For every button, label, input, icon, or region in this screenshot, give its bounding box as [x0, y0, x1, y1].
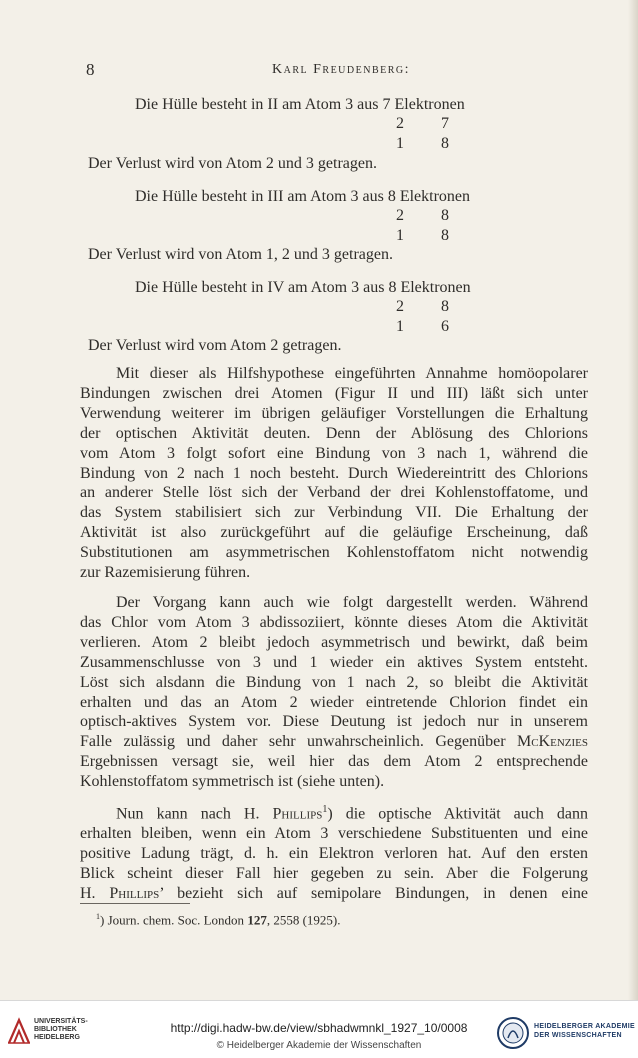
author-name: Phillips	[272, 805, 323, 823]
table-row: Der Verlust wird von Atom 2 und 3 getragen.	[88, 155, 377, 172]
logo-text-line: BIBLIOTHEK	[34, 1026, 77, 1033]
logo-text-line: HEIDELBERGER AKADEMIE	[534, 1023, 635, 1030]
text-line: Substitutionen am asymmetrischen Kohlenstoffatom nicht notwendig	[80, 544, 588, 562]
text-line: Löst sich alsdann die Bindung von 1 nach 2, so bleibt die Aktivität	[80, 673, 588, 691]
text-line: das Chlor vom Atom 3 abdissoziiert, könnte dieses Atom die Aktivität	[80, 613, 588, 631]
paragraph	[80, 593, 588, 792]
logo-text-line: HEIDELBERG	[34, 1034, 80, 1041]
text-line: erhalten bleiben, wenn ein Atom 3 verschiedene Substituenten und eine	[80, 825, 588, 843]
table-row: Der Verlust wird vom Atom 2 getragen.	[88, 337, 342, 354]
text-fragment: Falle zulässig und daher sehr unwahrscheinlich. Gegenüber	[80, 733, 517, 751]
text-line: Aktivität ist also zurückgeführt auf die geläufige Erscheinung, daß	[80, 524, 588, 542]
text-line: verlieren. Atom 2 bleibt jedoch asymmetrisch und bewirkt, daß beim	[80, 633, 588, 651]
footnote-rule	[80, 903, 190, 904]
table-cell-atom: 1	[396, 227, 404, 244]
text-line: Der Vorgang kann auch wie folgt dargestellt werden. Während	[116, 594, 588, 611]
text-fragment: H.	[80, 884, 110, 902]
author-name: McKenzies	[516, 733, 588, 751]
logo-text-line: UNIVERSITÄTS-	[34, 1018, 88, 1025]
text-line: optisch-aktives System vor. Diese Deutung ist jedoch nur in unserem	[80, 713, 588, 731]
text-line: Bindungen zwischen drei Atomen (Figur II und III) läßt sich unter	[80, 384, 588, 402]
text-line: vom Atom 3 folgt sofort eine Bindung von 3 nach 1, während die	[80, 444, 588, 462]
table-cell-atom: 1	[396, 318, 404, 335]
text-line	[80, 732, 588, 752]
page-number: 8	[86, 60, 95, 79]
text-line: positive Ladung trägt, d. h. ein Elektron verloren hat. Auf den ersten	[80, 845, 588, 863]
table-cell-electrons: 6	[441, 318, 449, 335]
table-cell-electrons: 8	[441, 135, 449, 152]
text-line: Blick scheint dieser Fall hier gegeben zu sein. Aber die Folgerung	[80, 865, 588, 883]
text-line: erhalten und das an Atom 2 wieder eintretende Chlorion findet ein	[80, 693, 588, 711]
table-cell-electrons: 7	[441, 115, 449, 132]
text-line	[80, 884, 588, 904]
text-line: Mit dieser als Hilfshypothese eingeführten Annahme homöopolarer	[116, 365, 588, 382]
text-fragment: ’ bezieht sich auf semipolare Bindungen, in denen eine	[159, 884, 588, 902]
academy-logo-text	[534, 1022, 635, 1040]
table-cell-electrons: 8	[441, 298, 449, 315]
footnote	[96, 912, 340, 928]
copyright-notice: © Heidelberger Akademie der Wissenschaften	[216, 1040, 422, 1051]
text-line	[80, 800, 588, 824]
footnote-volume: 127	[247, 912, 267, 928]
table-cell-atom: 2	[396, 298, 404, 315]
text-line: das System stabilisiert sich zur Verbindung VII. Die Erhaltung der	[80, 504, 588, 522]
table-cell-atom: 1	[396, 135, 404, 152]
text-line: der optischen Aktivität deuten. Denn der Ablösung des Chlorions	[80, 424, 588, 442]
table-cell-electrons: 8	[441, 227, 449, 244]
text-fragment: Nun kann nach H.	[116, 805, 273, 823]
author-name: Phillips	[109, 884, 160, 902]
logo-text-line: DER WISSENSCHAFTEN	[534, 1032, 622, 1039]
text-line: Bindung von 2 nach 1 noch besteht. Durch Wiedereintritt des Chlorions	[80, 464, 588, 482]
page-edge-shadow	[628, 0, 638, 1000]
text-line: zur Razemisierung führen.	[80, 564, 251, 582]
text-line: an anderer Stelle löst sich der Verband der drei Kohlenstoffatome, und	[80, 484, 588, 502]
footnote-marker: 1	[96, 912, 100, 921]
table-row: Der Verlust wird von Atom 1, 2 und 3 getragen.	[88, 246, 393, 263]
footnote-marker: 1	[322, 804, 328, 815]
table-row: Die Hülle besteht in III am Atom 3 aus 8 Elektronen	[135, 188, 471, 205]
paragraph	[80, 800, 588, 904]
table-row: Die Hülle besteht in II am Atom 3 aus 7 Elektronen	[135, 96, 465, 113]
table-cell-atom: 2	[396, 207, 404, 224]
footnote-text: , 2558 (1925).	[266, 912, 341, 928]
text-line: Verwendung weiterer im übrigen geläufiger Vorstellungen die Erhaltung	[80, 404, 588, 422]
running-header-author: Karl Freudenberg:	[272, 62, 411, 77]
table-cell-electrons: 8	[441, 207, 449, 224]
text-fragment: ) die optische Aktivität auch dann	[327, 805, 589, 823]
table-cell-atom: 2	[396, 115, 404, 132]
text-line: Ergebnissen versagt sie, weil hier das dem Atom 2 entsprechende	[80, 753, 588, 771]
text-line: Zusammenschlusse von 3 und 1 wieder ein aktives System entsteht.	[80, 653, 588, 671]
footnote-text: ) Journ. chem. Soc. London	[100, 912, 248, 928]
table-row: Die Hülle besteht in IV am Atom 3 aus 8 Elektronen	[135, 279, 471, 296]
academy-seal-icon	[496, 1016, 530, 1050]
text-line: Kohlenstoffatom symmetrisch ist (siehe unten).	[80, 773, 385, 791]
permalink-url[interactable]: http://digi.hadw-bw.de/view/sbhadwmnkl_1927_10/0008	[170, 1021, 468, 1035]
paragraph	[80, 364, 588, 583]
